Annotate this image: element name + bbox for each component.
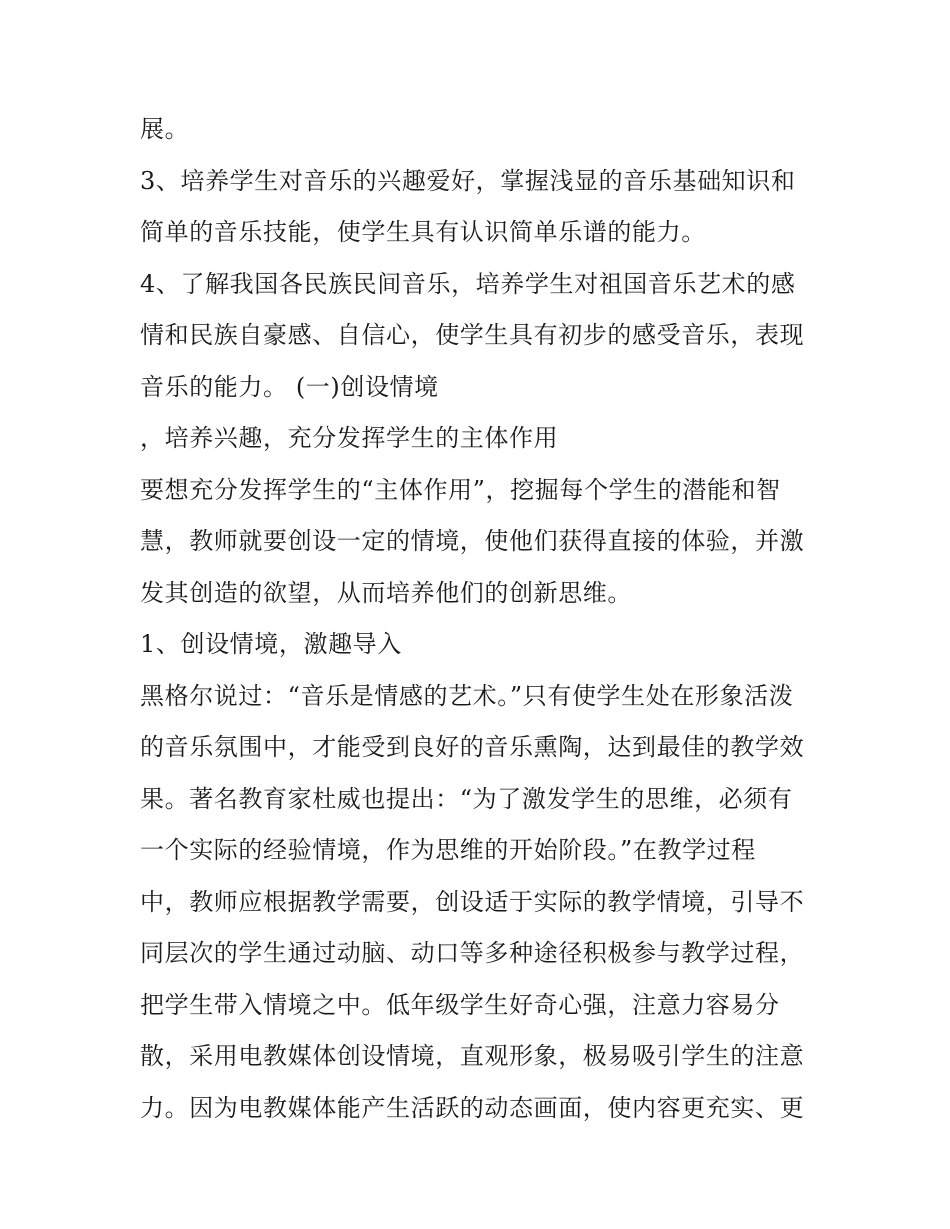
text-line: 一个实际的经验情境，作为思维的开始阶段。”在教学过程 <box>140 836 756 864</box>
text-line: 中，教师应根据教学需要，创设适于实际的教学情境，引导不 <box>140 887 805 916</box>
section-heading-line: 音乐的能力。 (一)创设情境 <box>140 372 439 401</box>
text-line: 慧，教师就要创设一定的情境，使他们获得直接的体验，并激 <box>140 527 805 555</box>
text-line: 黑格尔说过：“音乐是情感的艺术。”只有使学生处在形象活泼 <box>140 681 794 710</box>
text-line: 的音乐氛围中，才能受到良好的音乐熏陶，达到最佳的教学效 <box>140 733 805 761</box>
text-line: 散，采用电教媒体创设情境，直观形象，极易吸引学生的注意 <box>140 1042 805 1070</box>
text-line: 3、培养学生对音乐的兴趣爱好，掌握浅显的音乐基础知识和 <box>140 166 796 195</box>
section-heading-continuation: ，培养兴趣，充分发挥学生的主体作用 <box>140 424 559 452</box>
text-line: 展。 <box>140 115 190 143</box>
subsection-heading: 1、创设情境，激趣导入 <box>140 630 402 658</box>
text-line: 要想充分发挥学生的“主体作用”，挖掘每个学生的潜能和智 <box>140 475 781 504</box>
text-line: 同层次的学生通过动脑、动口等多种途径积极参与教学过程， <box>140 939 805 967</box>
text-line: 果。著名教育家杜威也提出：“为了激发学生的思维，必须有 <box>140 784 793 813</box>
text-line: 情和民族自豪感、自信心，使学生具有初步的感受音乐，表现 <box>140 321 805 349</box>
body-text <box>140 104 820 1134</box>
text-line: 力。因为电教媒体能产生活跃的动态画面，使内容更充实、更 <box>140 1093 805 1122</box>
text-line: 发其创造的欲望，从而培养他们的创新思维。 <box>140 578 632 607</box>
text-line: 简单的音乐技能，使学生具有认识简单乐谱的能力。 <box>140 218 706 246</box>
text-line: 把学生带入情境之中。低年级学生好奇心强，注意力容易分 <box>140 990 780 1019</box>
text-line: 4、了解我国各民族民间音乐，培养学生对祖国音乐艺术的感 <box>140 269 796 298</box>
